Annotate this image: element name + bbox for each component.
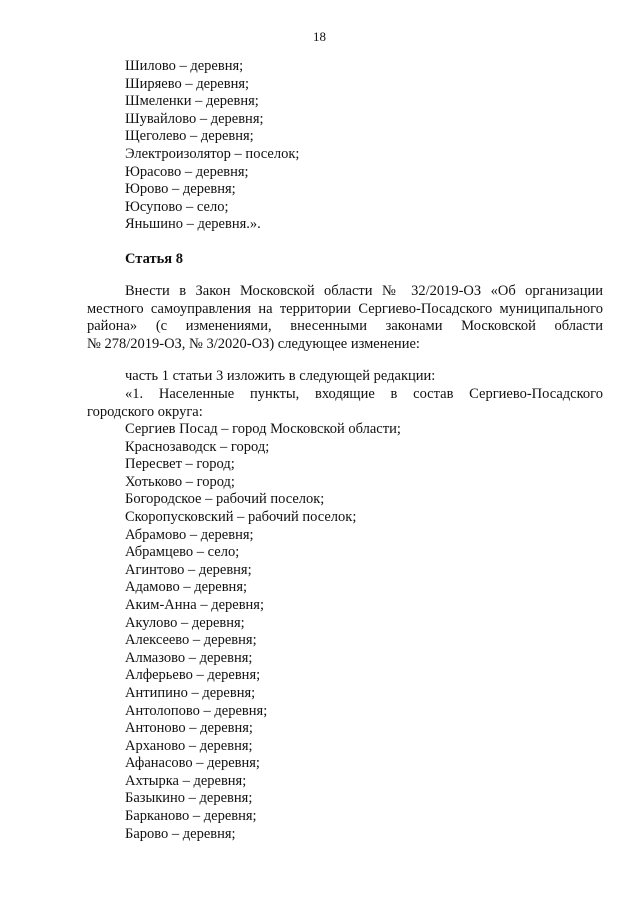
- list-item: Акулово – деревня;: [125, 614, 245, 631]
- list-item: Краснозаводск – город;: [125, 438, 270, 455]
- paragraph-line: № 278/2019-ОЗ, № 3/2020-ОЗ) следующее изменение:: [87, 335, 420, 352]
- list-item: Абрамцево – село;: [125, 544, 240, 561]
- paragraph-line: «1. Населенные пункты, входящие в состав Сергиево-Посадского: [125, 386, 603, 402]
- paragraph-line: района» (с изменениями, внесенными законами Московской области: [87, 318, 603, 335]
- list-item: Скоропусковский – рабочий поселок;: [125, 508, 357, 525]
- list-item: Барканово – деревня;: [125, 808, 257, 825]
- settlement-list-top: [125, 58, 299, 234]
- list-item: Юрово – деревня;: [125, 181, 236, 198]
- paragraph-line: городского округа:: [87, 403, 203, 420]
- list-item: Электроизолятор – поселок;: [125, 145, 300, 162]
- list-item: Афанасово – деревня;: [125, 755, 260, 772]
- list-item: Базыкино – деревня;: [125, 790, 253, 807]
- list-item: Адамово – деревня;: [125, 579, 248, 596]
- list-item: Абрамово – деревня;: [125, 526, 254, 543]
- paragraph-line: Внести в Закон Московской области № 32/2019-ОЗ «Об организации: [125, 283, 603, 299]
- list-item: Алексеево – деревня;: [125, 632, 257, 649]
- list-item: Сергиев Посад – город Московской области;: [125, 421, 401, 437]
- article-paragraph: [87, 283, 603, 353]
- list-item: Шилово – деревня;: [125, 58, 244, 74]
- article-heading: Статья 8: [125, 251, 183, 267]
- list-item: Юрасово – деревня;: [125, 163, 249, 180]
- quote-paragraph: [87, 386, 603, 421]
- list-item: Юсупово – село;: [125, 198, 229, 215]
- page-number: 18: [313, 29, 326, 44]
- list-item: Ширяево – деревня;: [125, 75, 250, 92]
- list-item: Алмазово – деревня;: [125, 649, 253, 666]
- list-item: Алферьево – деревня;: [125, 667, 261, 684]
- list-item: Агинтово – деревня;: [125, 561, 252, 578]
- list-item: Шмеленки – деревня;: [125, 93, 259, 110]
- list-item: Аким-Анна – деревня;: [125, 596, 265, 613]
- list-item: Арханово – деревня;: [125, 737, 253, 754]
- list-item: Антоново – деревня;: [125, 720, 253, 737]
- list-item: Антипино – деревня;: [125, 684, 256, 701]
- list-item: Ахтырка – деревня;: [125, 772, 247, 789]
- paragraph-line: местного самоуправления на территории Сергиево-Посадского муниципального: [87, 300, 603, 317]
- list-item: Барово – деревня;: [125, 825, 236, 842]
- part-line: часть 1 статьи 3 изложить в следующей редакции:: [125, 368, 436, 384]
- list-item: Хотьково – город;: [125, 473, 235, 490]
- list-item: Богородское – рабочий поселок;: [125, 491, 325, 508]
- list-item: Щеголево – деревня;: [125, 128, 254, 145]
- settlement-list: [125, 421, 401, 843]
- list-item: Пересвет – город;: [125, 456, 235, 473]
- list-item: Антолопово – деревня;: [125, 702, 268, 719]
- list-item: Шувайлово – деревня;: [125, 110, 264, 127]
- list-item: Яньшино – деревня.».: [125, 216, 261, 233]
